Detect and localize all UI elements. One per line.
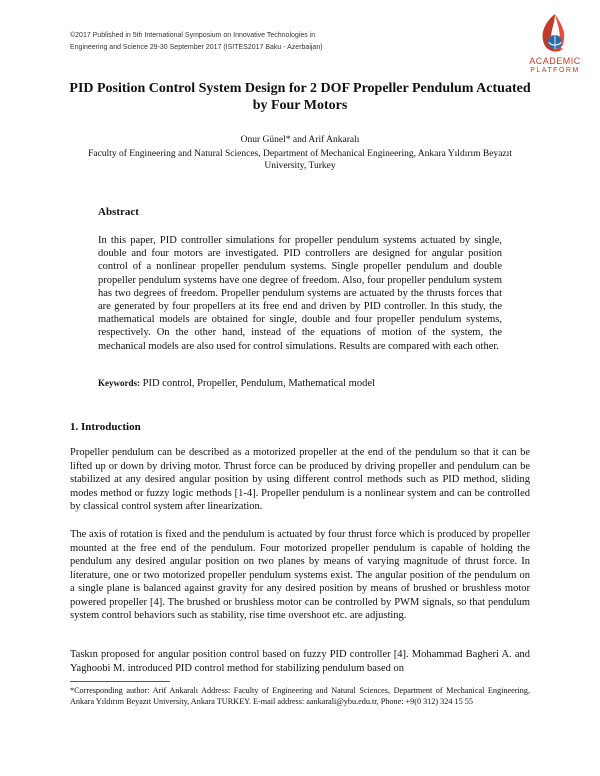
- academic-platform-logo: [515, 12, 595, 84]
- paper-title: [60, 80, 540, 114]
- abstract-heading: Abstract: [98, 206, 139, 218]
- affiliation-line2: University, Turkey: [264, 161, 336, 171]
- logo-text-platform: PLATFORM: [530, 67, 580, 74]
- paper-title-line1: PID Position Control System Design for 2 DOF Propeller Pendulum Actuated: [69, 81, 531, 96]
- intro-paragraph-2: The axis of rotation is fixed and the pendulum is actuated by four thrust force which is produced by propeller mounted at the free end of the pendulum. Four motorized propeller pendulum is capable of holding the pendulum any desired angular position on two planes by means of varying magnitude of thrust force. In literature, one or two motorized propeller pendulum systems exist. The angular position of the pendulum on a single plane is balanced against gravity for any desired position by means of brushed or brushless motor powered propeller [4]. The brushed or brushless motor can be controlled by PWM signals, so that pendulum system control behaviors such as stability, rise time overshoot etc. are adjusting.: [70, 529, 530, 621]
- paper-authors: Onur Günel* and Arif Ankaralı: [240, 135, 360, 145]
- keywords-label: Keywords:: [98, 378, 140, 388]
- affiliation-line1: Faculty of Engineering and Natural Sciences, Department of Mechanical Engineering, Ankara Yıldırım Beyazıt: [88, 149, 512, 159]
- intro-paragraph-3: Taskın proposed for angular position control based on fuzzy PID controller [4]. Mohammad Bagheri A. and Yaghoobi M. introduced PID control method for stabilizing pendulum based on: [70, 649, 530, 674]
- abstract-body: In this paper, PID controller simulations for propeller pendulum systems actuated by single, double and four motors are investigated. PID controllers are designed for angular position control of a nonlinear propeller pendulum systems. Single propeller pendulum and double propeller pendulum systems have one degree of freedom. Also, four propeller pendulum system has two degrees of freedom. Propeller pendulum systems are actuated by the thrusts forces that are generated by four propellers at its free end and driven by PID controller. In this study, the mathematical models are obtained for single, double and four propeller pendulum systems, respectively. On the other hand, instead of the equations of motion of the system, the mechanical models are also used for control simulations. Results are compared with each other.: [98, 235, 502, 352]
- publication-info: [70, 30, 450, 54]
- author-affiliation: [70, 148, 530, 172]
- academic-platform-emblem-icon: [515, 12, 595, 56]
- logo-text-academic: ACADEMIC: [529, 56, 581, 66]
- footnote-divider: [70, 681, 170, 682]
- intro-paragraph-1: Propeller pendulum can be described as a motorized propeller at the end of the pendulum so that it can be lifted up or down by driving motor. Thrust force can be produced by driving propeller and pendulum can be stabilized at any desired angular position by using different control methods such as PID method, sliding modes method or fuzzy logic methods [1-4]. Propeller pendulum is a nonlinear system and can be controlled by classical control system after linearization.: [70, 447, 530, 512]
- section-heading-introduction: 1. Introduction: [70, 421, 141, 433]
- keywords: [98, 378, 502, 389]
- paper-title-line2: by Four Motors: [252, 98, 348, 113]
- keywords-text: PID control, Propeller, Pendulum, Mathematical model: [140, 378, 375, 389]
- publication-info-line2: Engineering and Science 29-30 September 2017 (ISITES2017 Baku - Azerbaijan): [70, 44, 323, 51]
- publication-info-line1: ©2017 Published in 5th International Symposium on Innovative Technologies in: [70, 32, 316, 39]
- corresponding-author-footnote: *Corresponding author: Arif Ankaralı Address: Faculty of Engineering and Natural Sciences, Department of Mechanical Engineering, Ankara Yıldırım Beyazıt University, Ankara TURKEY. E-mail address: aankarali@ybu.edu.tr, Phone: +9(0 312) 324 15 55: [70, 686, 530, 706]
